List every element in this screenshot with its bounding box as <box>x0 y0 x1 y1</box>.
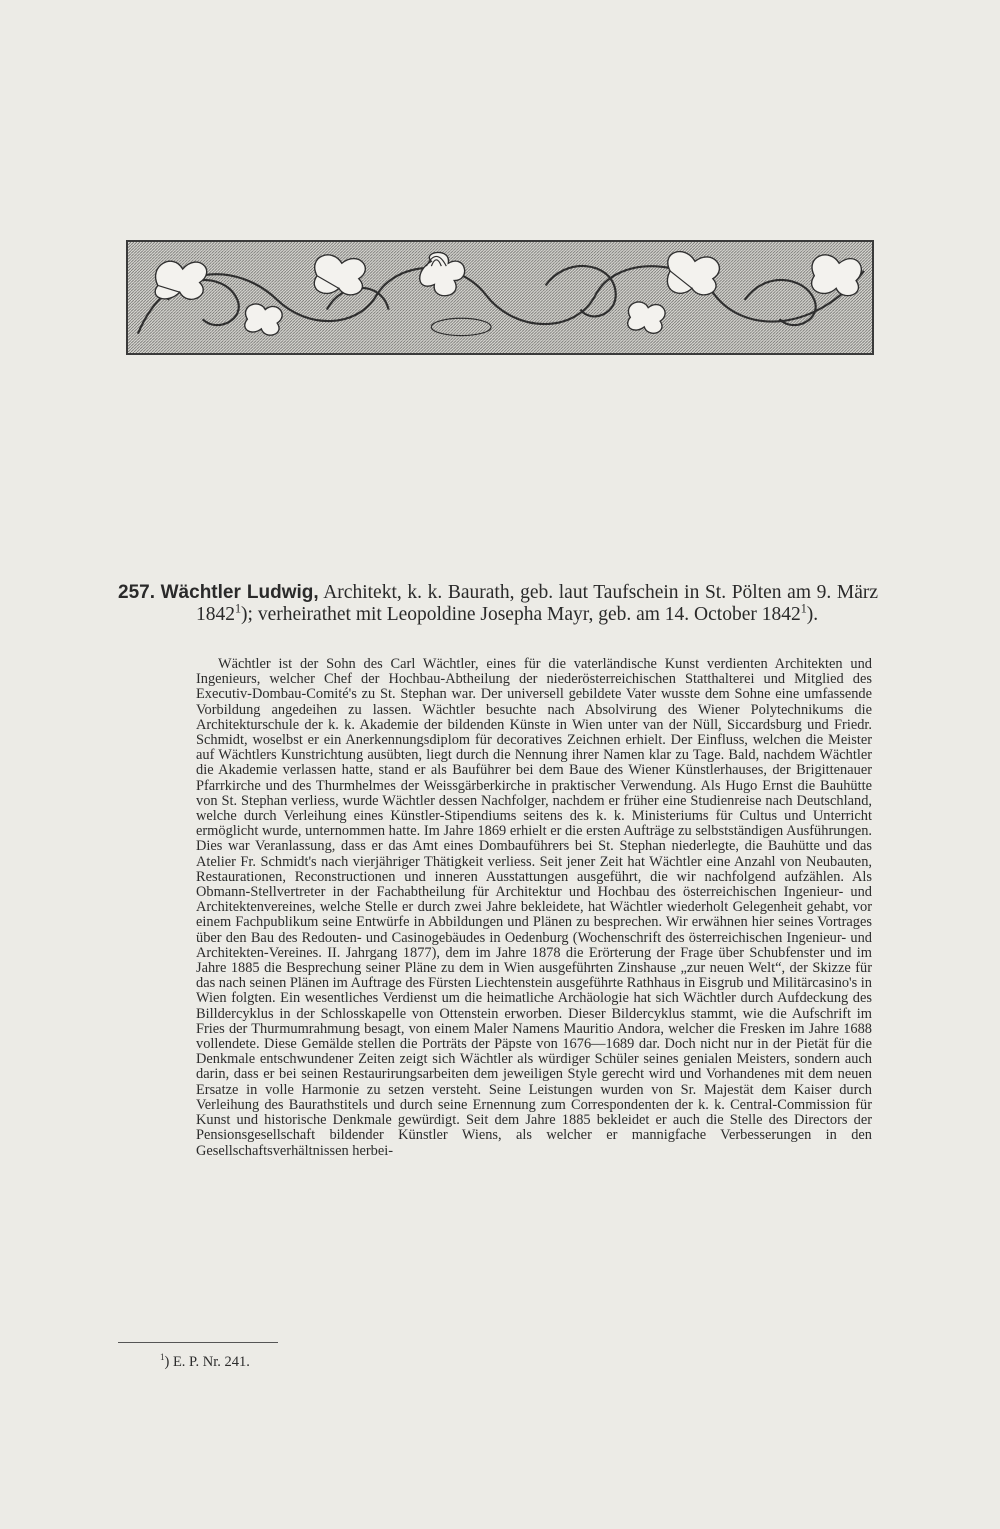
ornamental-header-banner <box>126 240 874 355</box>
acanthus-scroll-ornament <box>128 242 872 353</box>
entry-details-line2: ); verheirathet mit Leopoldine Josepha Mayr, geb. am 14. October 1842 <box>241 604 801 625</box>
footnote-marker-2: 1 <box>800 601 807 616</box>
footnote-divider <box>118 1342 278 1343</box>
entry-details-line3: ). <box>806 604 819 625</box>
entry-heading <box>118 582 878 626</box>
entry-details-line1: Architekt, k. k. Baurath, geb. laut Taufschein in St. Pölten am 9. März 1842 <box>196 582 879 625</box>
footnote-marker: 1 <box>160 1352 165 1363</box>
footnote-marker-1: 1 <box>235 601 242 616</box>
entry-number: 257. <box>118 582 155 603</box>
footnote <box>160 1354 250 1371</box>
biography-paragraph: Wächtler ist der Sohn des Carl Wächtler, eines für die vaterländische Kunst verdienten Architekten und Ingenieurs, welcher Chef der Hochbau-Abtheilung der niederösterreichischen Statthalterei und Mitglied des Executiv-Dombau-Comité's zu St. Stephan war. Der universell gebildete Vater wusste dem Sohne eine umfassende Vorbildung angedeihen zu lassen. Wächtler besuchte nach Absolvirung des Wiener Polytechnikums die Architekturschule der k. k. Akademie der bildenden Künste in Wien unter van der Nüll, Siccardsburg und Friedr. Schmidt, woselbst er ein Anerkennungsdiplom für decoratives Zeichnen erhielt. Der Einfluss, welchen die Meister auf Wächtlers Kunstrichtung ausübten, liegt durch die Nennung ihrer Namen klar zu Tage. Bald, nachdem Wächtler die Akademie verlassen hatte, stand er als Bauführer bei dem Baue des Wiener Künstlerhauses, der Brigittenauer Pfarrkirche und des Thurmhelmes der Weissgärberkirche in praktischer Verwendung. Als Hugo Ernst die Bauhütte von St. Stephan verliess, wurde Wächtler dessen Nachfolger, nachdem er früher eine Studienreise nach Deutschland, welche durch Verleihung eines Künstler-Stipendiums seitens des k. k. Ministeriums für Cultus und Unterricht ermöglicht wurde, unternommen hatte. Im Jahre 1869 erhielt er die ersten Aufträge zu selbstständigen Ausführungen. Dies war Veranlassung, dass er das Amt eines Dombauführers bei St. Stephan niederlegte, die Bauhütte und das Atelier Fr. Schmidt's nach vierjähriger Thätigkeit verliess. Seit jener Zeit hat Wächtler eine Anzahl von Neubauten, Restaurationen, Reconstructionen und inneren Ausstattungen ausgeführt, die wir nachfolgend aufzählen. Als Obmann-Stellvertreter in der Fachabtheilung für Architektur und Hochbau des österreichischen Ingenieur- und Architektenvereines, welche Stelle er durch zwei Jahre bekleidete, hat Wächtler wiederholt Gelegenheit gehabt, vor einem Fachpublikum seine Entwürfe in Abbildungen und Plänen zu besprechen. Wir erwähnen hier seines Vortrages über den Bau des Redouten- und Casinogebäudes in Oedenburg (Wochenschrift des österreichischen Ingenieur- und Architekten-Vereines. II. Jahrgang 1877), dem im Jahre 1878 die Erörterung der Frage über Schubfenster und im Jahre 1885 die Besprechung seiner Pläne zu dem in Wien ausgeführten Zinshause „zur neuen Welt“, der Skizze für das nach seinen Plänen im Auftrage des Fürsten Liechtenstein ausgeführte Rathhaus in Eisgrub und Militärcasino's in Wien folgten. Ein wesentliches Verdienst um die heimatliche Archäologie hat sich Wächtler durch Aufdeckung des Billdercyklus in der Schlosskapelle von Ottenstein erworben. Dieser Bildercyklus stammt, wie die Aufschrift im Fries der Thurmumrahmung besagt, von einem Maler Namens Mauritio Andora, welcher die Fresken im Jahre 1688 vollendete. Diese Gemälde stellen die Porträts der Päpste von 1676—1689 dar. Doch nicht nur in der Pietät für die Denkmale entschwundener Zeiten zeigt sich Wächtler als würdiger Schüler seines genialen Meisters, sondern auch darin, dass er bei seinen Restaurirungsarbeiten dem jeweiligen Style gerecht wird und Vorhandenes mit dem neuen Ersatze in volle Harmonie zu setzen versteht. Seine Leistungen wurden von Sr. Majestät dem Kaiser durch Verleihung des Baurathstitels und durch seine Ernennung zum Correspondenten der k. k. Central-Commission für Kunst und historische Denkmale gewürdigt. Seit dem Jahre 1885 bekleidet er auch die Stelle des Directors der Pensionsgesellschaft bildender Künstler Wiens, als welcher er mannigfache Verbesserungen in den Gesellschaftsverhältnissen herbei- <box>196 656 873 1159</box>
footnote-text: ) E. P. Nr. 241. <box>164 1354 250 1370</box>
entry-name: Wächtler Ludwig, <box>160 582 319 603</box>
